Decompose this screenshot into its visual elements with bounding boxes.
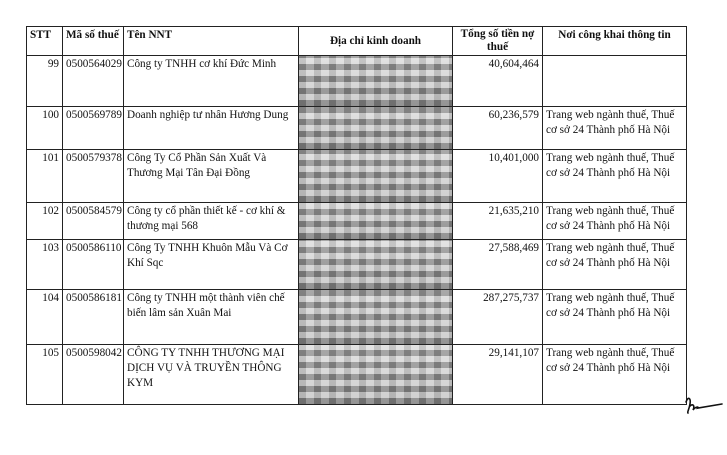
- cell-name: Công ty TNHH một thành viên chế biến lâm sản Xuân Mai: [124, 290, 299, 345]
- cell-debt: 40,604,464: [453, 56, 543, 107]
- cell-address-redacted: [299, 150, 453, 203]
- cell-published: Trang web ngành thuế, Thuế cơ sở 24 Thành phố Hà Nội: [543, 240, 687, 290]
- cell-address-redacted: [299, 345, 453, 405]
- tax-debt-table: [26, 26, 687, 405]
- header-published: Nơi công khai thông tin: [543, 27, 687, 56]
- cell-name: Công Ty Cổ Phần Sản Xuất Và Thương Mại Tân Đại Đồng: [124, 150, 299, 203]
- cell-debt: 10,401,000: [453, 150, 543, 203]
- cell-name: CÔNG TY TNHH THƯƠNG MẠI DỊCH VỤ VÀ TRUYỀN THÔNG KYM: [124, 345, 299, 405]
- header-debt: Tổng số tiền nợ thuế: [453, 27, 543, 56]
- table-row: [27, 56, 687, 107]
- cell-address-redacted: [299, 290, 453, 345]
- cell-published: Trang web ngành thuế, Thuế cơ sở 24 Thành phố Hà Nội: [543, 345, 687, 405]
- cell-published: Trang web ngành thuế, Thuế cơ sở 24 Thành phố Hà Nội: [543, 290, 687, 345]
- cell-tax-code: 0500569789: [63, 107, 124, 150]
- cell-tax-code: 0500564029: [63, 56, 124, 107]
- cell-stt: 99: [27, 56, 63, 107]
- cell-tax-code: 0500579378: [63, 150, 124, 203]
- cell-address-redacted: [299, 107, 453, 150]
- cell-stt: 100: [27, 107, 63, 150]
- header-address: Địa chỉ kinh doanh: [299, 27, 453, 56]
- cell-stt: 103: [27, 240, 63, 290]
- cell-stt: 105: [27, 345, 63, 405]
- cell-name: Doanh nghiệp tư nhân Hương Dung: [124, 107, 299, 150]
- cell-stt: 101: [27, 150, 63, 203]
- table-row: [27, 345, 687, 405]
- cell-address-redacted: [299, 203, 453, 240]
- header-stt: STT: [27, 27, 63, 56]
- table-row: [27, 150, 687, 203]
- cell-name: Công ty cổ phần thiết kế - cơ khí & thương mại 568: [124, 203, 299, 240]
- cell-tax-code: 0500598042: [63, 345, 124, 405]
- cell-tax-code: 0500586110: [63, 240, 124, 290]
- table-row: [27, 240, 687, 290]
- cell-debt: 29,141,107: [453, 345, 543, 405]
- cell-tax-code: 0500584579: [63, 203, 124, 240]
- cell-debt: 287,275,737: [453, 290, 543, 345]
- cell-stt: 102: [27, 203, 63, 240]
- table-header-row: [27, 27, 687, 56]
- cell-address-redacted: [299, 240, 453, 290]
- cell-stt: 104: [27, 290, 63, 345]
- cell-name: Công Ty TNHH Khuôn Mẫu Và Cơ Khí Sqc: [124, 240, 299, 290]
- cell-address-redacted: [299, 56, 453, 107]
- cell-published: [543, 56, 687, 107]
- cell-published: Trang web ngành thuế, Thuế cơ sở 24 Thành phố Hà Nội: [543, 150, 687, 203]
- cell-debt: 60,236,579: [453, 107, 543, 150]
- cell-published: Trang web ngành thuế, Thuế cơ sở 24 Thành phố Hà Nội: [543, 107, 687, 150]
- handwritten-mark-icon: [684, 394, 724, 416]
- cell-published: Trang web ngành thuế, Thuế cơ sở 24 Thành phố Hà Nội: [543, 203, 687, 240]
- cell-name: Công ty TNHH cơ khí Đức Minh: [124, 56, 299, 107]
- table-row: [27, 203, 687, 240]
- tax-debt-document: [26, 26, 686, 405]
- table-row: [27, 107, 687, 150]
- table-row: [27, 290, 687, 345]
- header-tax-code: Mã số thuế: [63, 27, 124, 56]
- cell-debt: 27,588,469: [453, 240, 543, 290]
- header-name: Tên NNT: [124, 27, 299, 56]
- cell-debt: 21,635,210: [453, 203, 543, 240]
- cell-tax-code: 0500586181: [63, 290, 124, 345]
